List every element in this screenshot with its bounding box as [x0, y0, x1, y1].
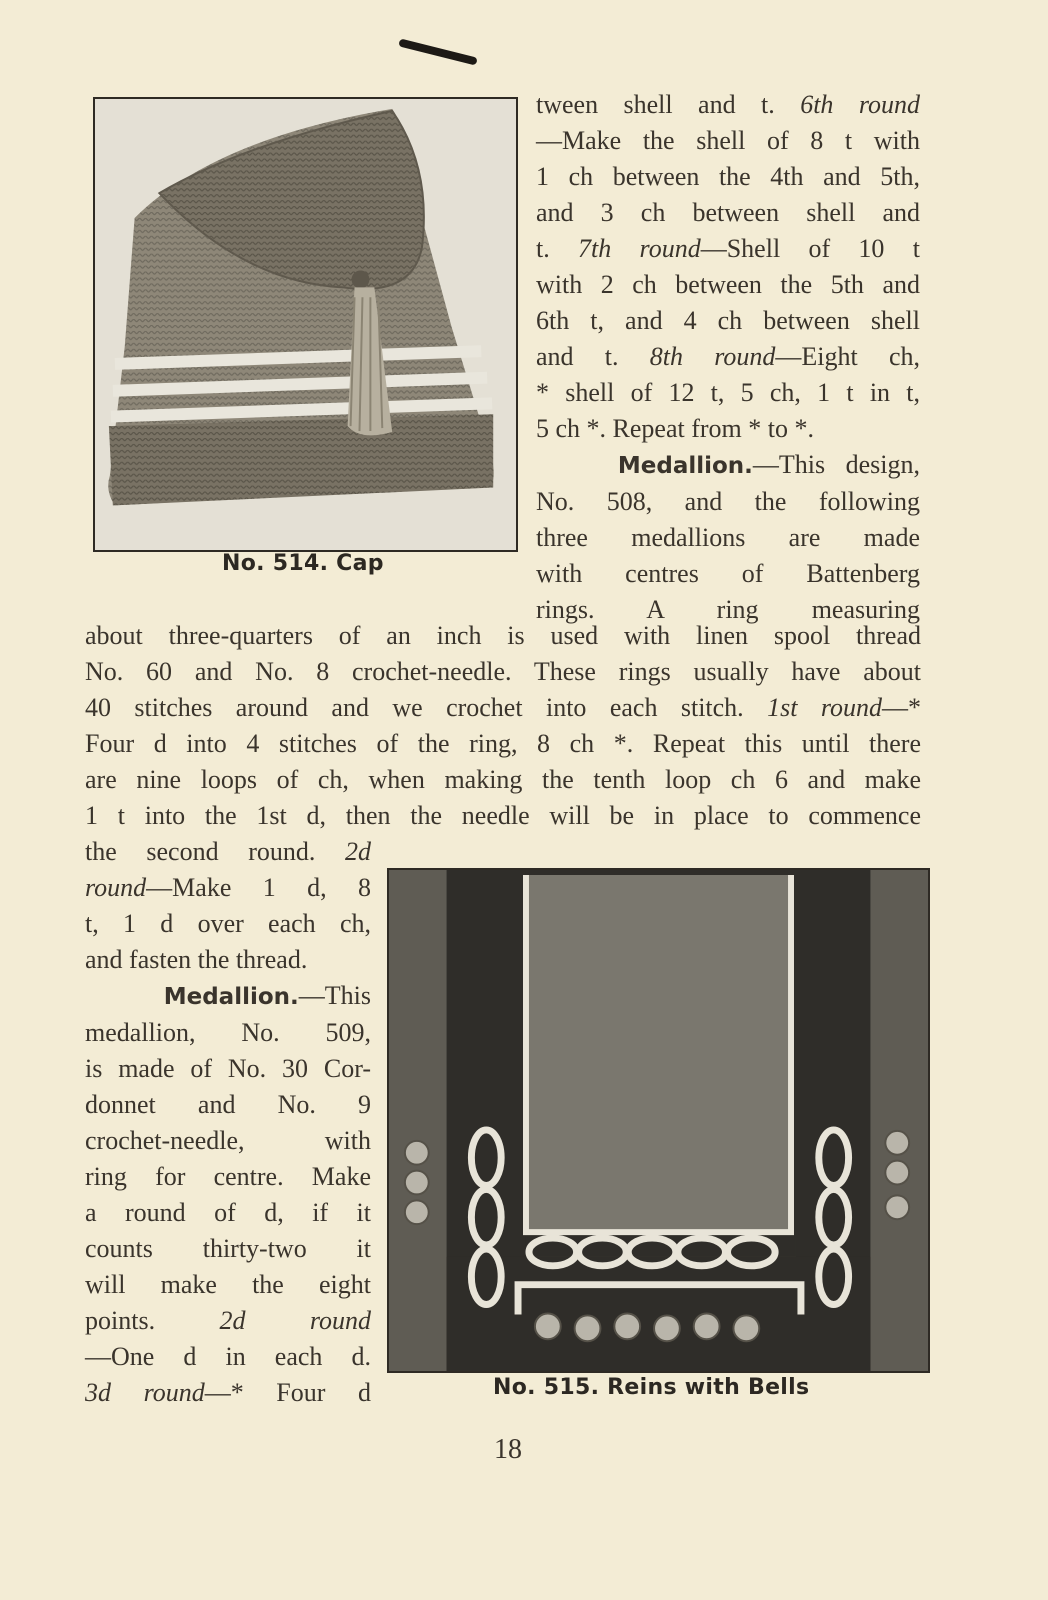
text-line: Four d into 4 stitches of the ring, 8 ch *. Repeat this until there [85, 729, 921, 758]
text-line: is made of No. 30 Cor- [85, 1054, 371, 1083]
text-line: No. 60 and No. 8 crochet-needle. These rings usually have about [85, 657, 921, 686]
text-line: are nine loops of ch, when making the tenth loop ch 6 and make [85, 765, 921, 794]
text-line: the second round. 2d [85, 837, 371, 866]
text-line: 1 t into the 1st d, then the needle will be in place to commence [85, 801, 921, 830]
text-line: t. 7th round—Shell of 10 t [536, 234, 920, 263]
figure-cap-caption: No. 514. Cap [222, 551, 384, 576]
text-full-width [85, 618, 921, 834]
text-left-column [85, 834, 371, 1411]
text-line: tween shell and t. 6th round [536, 90, 920, 119]
text-line: t, 1 d over each ch, [85, 909, 371, 938]
text-line: donnet and No. 9 [85, 1090, 371, 1119]
text-line: with 2 ch between the 5th and [536, 270, 920, 299]
text-line: 1 ch between the 4th and 5th, [536, 162, 920, 191]
text-line: 6th t, and 4 ch between shell [536, 306, 920, 335]
text-line: medallion, No. 509, [85, 1018, 371, 1047]
text-line: points. 2d round [85, 1306, 371, 1335]
ink-smudge [398, 38, 478, 65]
text-line: —Make the shell of 8 t with [536, 126, 920, 155]
text-line: three medallions are made [536, 523, 920, 552]
figure-reins-caption: No. 515. Reins with Bells [493, 1375, 810, 1400]
text-line: Medallion.—This design, [617, 450, 920, 479]
text-line: will make the eight [85, 1270, 371, 1299]
text-line: and 3 ch between shell and [536, 198, 920, 227]
text-line: crochet-needle, with [85, 1126, 371, 1155]
figure-reins-photo [387, 868, 930, 1373]
page-number: 18 [494, 1434, 522, 1465]
text-line: counts thirty-two it [85, 1234, 371, 1263]
text-line: ring for centre. Make [85, 1162, 371, 1191]
text-line: 5 ch *. Repeat from * to *. [536, 414, 814, 443]
text-line: 40 stitches around and we crochet into each stitch. 1st round—* [85, 693, 921, 722]
text-line: about three-quarters of an inch is used with linen spool thread [85, 621, 921, 650]
text-line: round—Make 1 d, 8 [85, 873, 371, 902]
text-line: with centres of Battenberg [536, 559, 920, 588]
figure-cap-photo [93, 97, 518, 552]
text-line: * shell of 12 t, 5 ch, 1 t in t, [536, 378, 920, 407]
text-line: No. 508, and the following [536, 487, 920, 516]
text-line: a round of d, if it [85, 1198, 371, 1227]
text-line: 3d round—* Four d [85, 1378, 371, 1407]
text-line: Medallion.—This [163, 981, 371, 1010]
text-line: —One d in each d. [85, 1342, 371, 1371]
text-line: and t. 8th round—Eight ch, [536, 342, 920, 371]
text-line: rings. A ring measuring [536, 595, 920, 624]
text-right-column [536, 87, 920, 628]
text-line: and fasten the thread. [85, 945, 308, 974]
